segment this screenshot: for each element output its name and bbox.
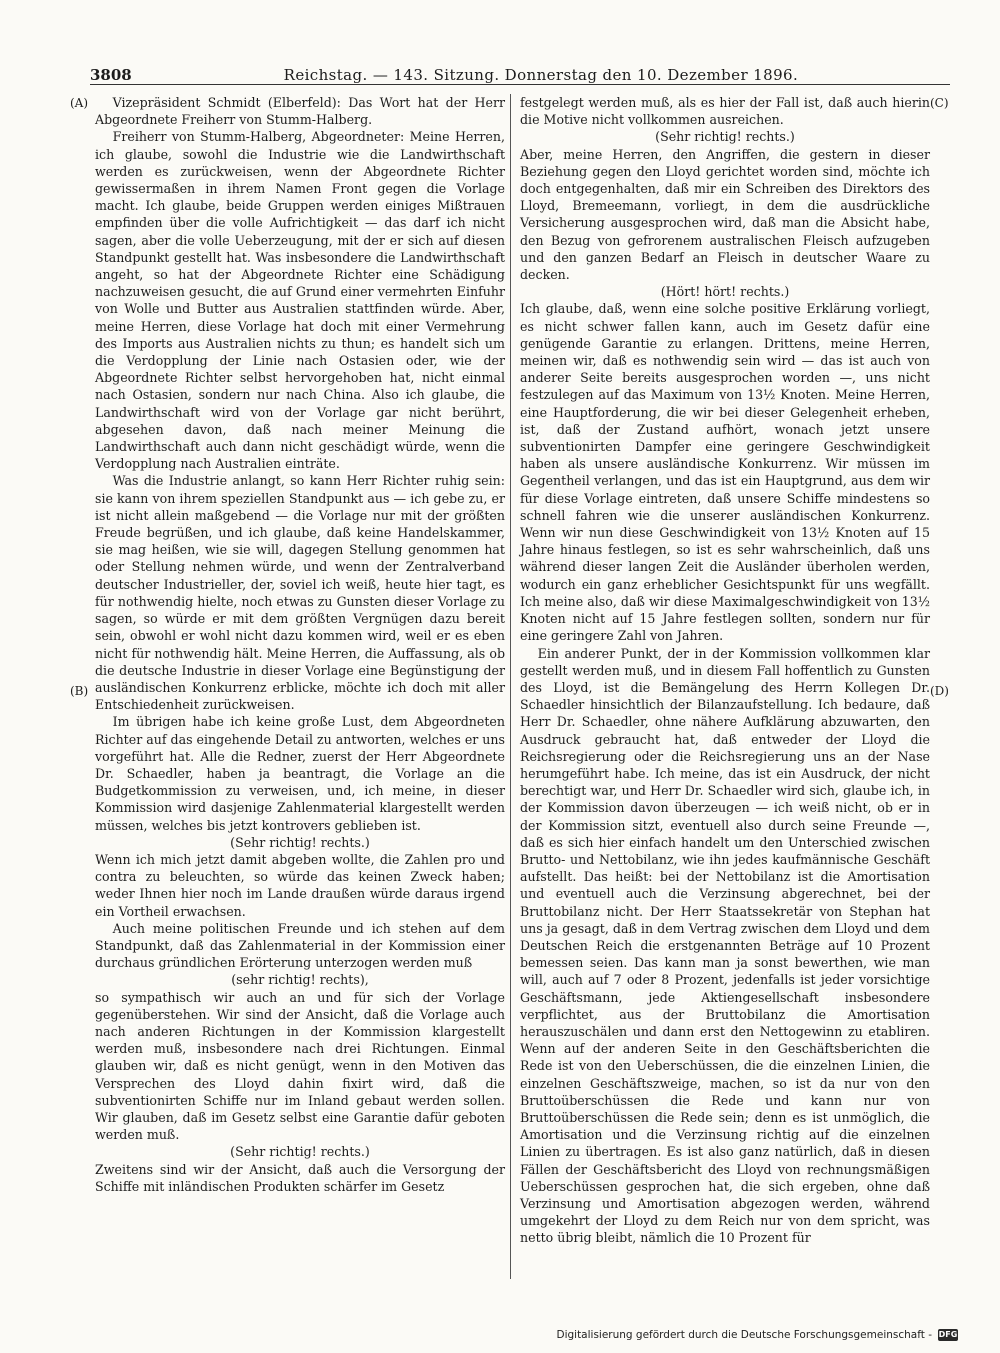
dfg-logo: DFG [938,1330,958,1339]
interjection: (Hört! hört! rechts.) [660,284,790,300]
paragraph: Im übrigen habe ich keine große Lust, dem Abgeordneten Richter auf das eingehende Detail zu antworten, welches er uns vorgeführt hat. Alle die Redner, zuerst der Herr Abgeordnete Dr. Schaedler, haben ja beantragt, die Vorlage an die Budgetkommission zu verweisen, und, ich meine, in dieser Kommission wird dasjenige Zahlenmaterial klargestellt werden müssen, welches bis jetzt kontrovers geblieben ist. [95,714,505,833]
paragraph: Ich glaube, daß, wenn eine solche positive Erklärung vorliegt, es nicht schwer fallen kann, auch im Gesetz dafür eine genügende Garantie zu erlangen. Drittens, meine Herren, meinen wir, daß es nothwendig sein wird — das ist auch von anderer Seite bereits ausgesprochen worden —, uns nicht festzulegen auf das Maximum von 13½ Knoten. Meine Herren, eine Hauptforderung, die wir bei dieser Gelegenheit erheben, ist, daß der Zustand aufhört, wonach jetzt unsere subventionirten Dampfer eine geringere Geschwindigkeit haben als unsere ausländische Konkurrenz. Wir müssen im Gegentheil verlangen, und das ist ein Hauptgrund, aus dem wir für diese Vorlage eintreten, daß unsere Schiffe mindestens so schnell fahren wie die unserer ausländischen Konkurrenz. Wenn wir nun diese Geschwindigkeit von 13½ Knoten auf 15 Jahre hinaus festlegen, so ist es sehr wahrscheinlich, daß uns während dieser langen Zeit die Ausländer überholen werden, wodurch ein ganz erheblicher Gesichtspunkt für uns wegfällt. Ich meine also, daß wir diese Maximalgeschwindigkeit von 13½ Knoten nicht auf 15 Jahre festlegen sollten, sondern nur für eine geringere Zahl von Jahren. [520,301,930,644]
margin-marker-a: (A) [70,96,89,110]
interjection: (Sehr richtig! rechts.) [230,1144,370,1160]
interjection: (Sehr richtig! rechts.) [655,129,795,145]
footer-text: Digitalisierung gefördert durch die Deutsche Forschungsgemeinschaft - [556,1329,932,1341]
paragraph: Was die Industrie anlangt, so kann Herr Richter ruhig sein: sie kann von ihrem speziellen Standpunkt aus — ich gebe zu, er ist nicht allein maßgebend — die Vorlage nur mit der größten Freude begrüßen, und ich glaube, daß keine Handelskammer, sie mag heißen, wie sie will, dagegen Stellung genommen hat oder Stellung nehmen würde, und wenn der Zentralverband deutscher Industrieller, der, soviel ich weiß, heute hier tagt, es für nothwendig hielte, noch etwas zu Gunsten dieser Vorlage zu sagen, so würde er mit dem größten Vergnügen dazu bereit sein, obwohl er wohl nicht dazu kommen wird, weil er es eben nicht für nothwendig hält. Meine Herren, die Auffassung, als ob die deutsche Industrie in dieser Vorlage eine Begünstigung der ausländischen Konkurrenz erblicke, möchte ich doch mit aller Entschiedenheit zurückweisen. [95,473,505,713]
paragraph: Wenn ich mich jetzt damit abgeben wollte, die Zahlen pro und contra zu beleuchten, so würde das keinen Zweck haben; weder Ihnen hier noch im Lande draußen würde daraus irgend ein Vortheil erwachsen. [95,851,505,919]
right-column [520,94,930,1247]
paragraph: Auch meine politischen Freunde und ich stehen auf dem Standpunkt, daß das Zahlenmaterial in der Kommission einer durchaus gründlichen Erörterung unterzogen werden muß [95,920,505,971]
paragraph: Freiherr von Stumm-Halberg, Abgeordneter: Meine Herren, ich glaube, sowohl die Industrie wie die Landwirthschaft werden es zurückweisen, wenn der Abgeordnete Richter gewissermaßen in ihrem Namen Front gegen die Vorlage macht. Ich glaube, beide Gruppen werden einiges Mißtrauen empfinden über die volle Aufrichtigkeit — das darf ich nicht sagen, aber die volle Ueberzeugung, mit der er sich auf diesen Standpunkt gestellt hat. Was insbesondere die Landwirthschaft angeht, so hat der Abgeordnete Richter eine Schädigung nachzuweisen gesucht, die auf Grund einer vermehrten Einfuhr von Wolle und Butter aus Australien stattfinden würde. Aber, meine Herren, diese Vorlage hat doch mit einer Vermehrung des Imports aus Australien nichts zu thun; es handelt sich um die Verdopplung der Linie nach Ostasien oder, wie der Abgeordnete Richter selbst hervorgehoben hat, nicht einmal nach Ostasien, sondern nur nach China. Also ich glaube, die Landwirthschaft wird von der Vorlage gar nicht berührt, abgesehen davon, daß nach meiner Meinung die Landwirthschaft auch dann nicht geschädigt würde, wenn die Verdopplung nach Australien einträte. [95,129,505,472]
paragraph: Ein anderer Punkt, der in der Kommission vollkommen klar gestellt werden muß, und in diesem Fall hoffentlich zu Gunsten des Lloyd, ist die Bemängelung des Herrn Kollegen Dr. Schaedler hinsichtlich der Bilanzaufstellung. Ich bedaure, daß Herr Dr. Schaedler, ohne nähere Aufklärung abzuwarten, den Ausdruck gebraucht hat, daß entweder der Lloyd die Reichsregierung oder die Reichsregierung uns an der Nase herumgeführt habe. Ich meine, das ist ein Ausdruck, der nicht berechtigt war, und Herr Dr. Schaedler wird sich, glaube ich, in der Kommission davon überzeugen — ich weiß nicht, ob er in der Kommission sitzt, eventuell also durch seine Freunde —, daß es sich hier einfach handelt um den Unterschied zwischen Brutto- und Nettobilanz, wie ihn jedes kaufmännische Geschäft aufstellt. Das heißt: bei der Nettobilanz ist die Amortisation und eventuell auch die Verzinsung abgerechnet, bei der Bruttobilanz nicht. Der Herr Staatssekretär von Stephan hat uns ja gesagt, daß in dem Vertrag zwischen dem Lloyd und dem Deutschen Reich die erstgenannten Beträge auf 10 Prozent bemessen seien. Das kann man ja sonst bewerthen, wie man will, auch auf 7 oder 8 Prozent, jedenfalls ist jeder vorsichtige Geschäftsmann, jede Aktiengesellschaft insbesondere verpflichtet, aus der Bruttobilanz die Amortisation herauszuschälen und dann erst den Nettogewinn zu etabliren. Wenn auf der anderen Seite in den Geschäftsberichten die Rede ist von den Ueberschüssen, die die einzelnen Linien, die einzelnen Geschäftszweige, machen, so ist da nur von den Bruttoüberschüssen die Rede und kann nur von Bruttoüberschüssen die Rede sein; denn es ist unmöglich, die Amortisation und die Verzinsung richtig auf die einzelnen Linien zu übertragen. Es ist also ganz natürlich, daß in diesen Fällen der Geschäftsbericht des Lloyd von rechnungsmäßigen Ueberschüssen gesprochen hat, die sich ergeben, ohne daß Verzinsung und Amortisation abgezogen werden, während umgekehrt der Lloyd zu dem Reich nur von dem spricht, was netto übrig bleibt, nämlich die 10 Prozent für [520,645,930,1246]
interjection: (sehr richtig! rechts), [231,972,369,988]
running-title: Reichstag. — 143. Sitzung. Donnerstag den 10. Dezember 1896. [283,66,799,84]
page-header [90,58,950,85]
paragraph: Zweitens sind wir der Ansicht, daß auch die Versorgung der Schiffe mit inländischen Produkten schärfer im Gesetz [95,1161,505,1194]
left-column [95,94,505,1195]
interjection: (Sehr richtig! rechts.) [230,834,370,850]
footer-credit [556,1327,958,1343]
margin-marker-d: (D) [930,684,949,698]
page-number: 3808 [90,66,132,84]
paragraph: Aber, meine Herren, den Angriffen, die gestern in dieser Beziehung gegen den Lloyd gerichtet worden sind, möchte ich doch entgegenhalten, daß mir ein Schreiben des Direktors des Lloyd, Bremeemann, vorliegt, in dem die ausdrückliche Versicherung ausgesprochen wird, daß man die Absicht habe, den Bezug von gefrorenem australischen Fleisch aufzugeben und den ganzen Bedarf an Fleisch in deutscher Waare zu decken. [520,146,930,283]
margin-marker-c: (C) [930,96,949,110]
paragraph: so sympathisch wir auch an und für sich der Vorlage gegenüberstehen. Wir sind der Ansicht, daß die Vorlage auch nach anderen Richtungen in der Kommission klargestellt werden muß, insbesondere nach drei Richtungen. Einmal glauben wir, daß es nicht genügt, wenn in den Motiven das Versprechen des Lloyd dahin fixirt wird, daß die subventionirten Schiffe nur im Inland gebaut werden sollen. Wir glauben, daß im Gesetz selbst eine Garantie dafür geboten werden muß. [95,989,505,1143]
paragraph: festgelegt werden muß, als es hier der Fall ist, daß auch hierin die Motive nicht vollkommen ausreichen. [520,95,930,128]
margin-marker-b: (B) [70,684,89,698]
column-divider [510,94,511,1279]
paragraph: Vizepräsident Schmidt (Elberfeld): Das Wort hat der Herr Abgeordnete Freiherr von Stumm-Halberg. [95,95,505,128]
